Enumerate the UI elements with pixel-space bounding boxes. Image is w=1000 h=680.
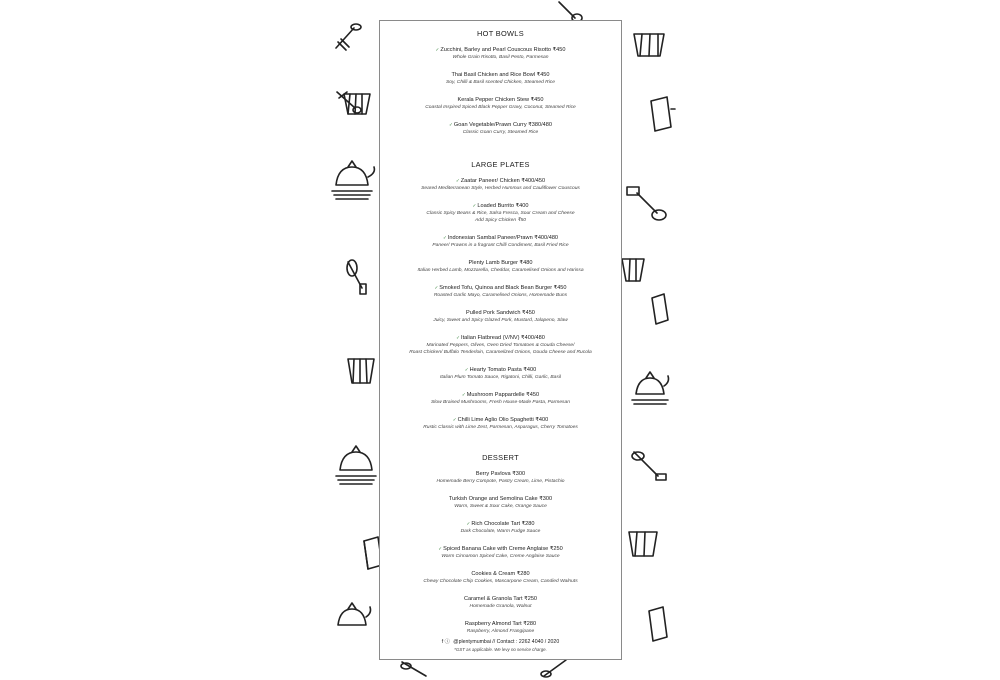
item-name: Italian Flatbread (V/NV) bbox=[461, 335, 520, 341]
jug-icon bbox=[645, 95, 675, 135]
item-description-cont: Roast Chicken/ Buffalo Tenderloin, Caramelized Onions, Gouda Cheese and Rucola bbox=[409, 350, 592, 355]
veg-mark-icon: ✓ bbox=[466, 521, 471, 526]
menu-item bbox=[380, 391, 621, 406]
whisk-icon bbox=[332, 22, 364, 52]
whisk-icon bbox=[400, 660, 430, 680]
item-price: ₹380/480 bbox=[528, 122, 552, 128]
section-large-plates bbox=[380, 160, 621, 431]
section-hot-bowls bbox=[380, 29, 621, 136]
item-addon: Add Spicy Chicken ₹50 bbox=[475, 218, 526, 223]
menu-item bbox=[380, 595, 621, 610]
item-description: Rustic Classic with Lime Zest, Parmesan, Asparagus, Cherry Tomatoes bbox=[423, 425, 578, 430]
item-price: ₹400 bbox=[535, 417, 549, 423]
teapot-icon bbox=[332, 595, 372, 635]
menu-item bbox=[380, 71, 621, 86]
menu-item bbox=[380, 284, 621, 299]
item-price: ₹400/480 bbox=[521, 335, 545, 341]
item-name: Pulled Pork Sandwich bbox=[466, 310, 521, 316]
item-description: Italian Herbed Lamb, Mozzarella, Cheddar, Caramelised Onions and Harissa bbox=[417, 268, 584, 273]
item-description: Slow Braised Mushrooms, Fresh House-Made Pasta, Parmesan bbox=[431, 400, 570, 405]
veg-mark-icon: ✓ bbox=[434, 285, 439, 290]
item-price: ₹280 bbox=[521, 521, 535, 527]
section-dessert bbox=[380, 453, 621, 635]
menu-item bbox=[380, 470, 621, 485]
item-description: Warm, Sweet & Sour Cake, Orange Sauce bbox=[454, 504, 547, 509]
section-title: DESSERT bbox=[482, 453, 519, 462]
item-name: Kerala Pepper Chicken Stew bbox=[457, 97, 530, 103]
item-description: Soy, Chilli & Basil scented Chicken, Steamed Rice bbox=[446, 80, 555, 85]
item-description: Dark Chocolate, Warm Fudge Sauce bbox=[460, 529, 541, 534]
item-description: Raspberry, Almond Frangipane bbox=[466, 629, 535, 634]
item-description: Classic Spicy Beans & Rice, Salsa Fresca, Sour Cream and Cheese bbox=[426, 211, 575, 216]
veg-mark-icon: ✓ bbox=[456, 335, 461, 340]
item-price: ₹400 bbox=[515, 203, 529, 209]
item-name: Zaatar Paneer/ Chicken bbox=[460, 178, 520, 184]
item-price: ₹450 bbox=[530, 97, 544, 103]
item-description: Paneer/ Prawns in a fragrant Chilli Condiment, Basil Fried Rice bbox=[432, 243, 569, 248]
menu-footer bbox=[380, 638, 621, 653]
whisk-icon bbox=[625, 185, 667, 225]
item-description: Marinated Peppers, Olives, Oven Dried Tomatoes & Gouda Cheese/ bbox=[426, 343, 575, 348]
menu-item bbox=[380, 570, 621, 585]
item-name: Goan Vegetable/Prawn Curry bbox=[453, 122, 527, 128]
cup-stack-icon bbox=[630, 30, 670, 60]
item-price: ₹480 bbox=[519, 260, 533, 266]
item-name: Caramel & Granola Tart bbox=[463, 596, 523, 602]
veg-mark-icon: ✓ bbox=[442, 235, 447, 240]
menu-item bbox=[380, 416, 621, 431]
menu-item bbox=[380, 309, 621, 324]
veg-mark-icon: ✓ bbox=[461, 392, 466, 397]
cup-stack-icon bbox=[625, 528, 663, 560]
menu-item bbox=[380, 46, 621, 61]
item-name: Chilli Lime Aglio Olio Spaghetti bbox=[457, 417, 534, 423]
menu-item bbox=[380, 495, 621, 510]
menu-item bbox=[380, 520, 621, 535]
item-price: ₹450 bbox=[526, 392, 540, 398]
item-name: Loaded Burrito bbox=[477, 203, 515, 209]
menu-item bbox=[380, 202, 621, 224]
item-price: ₹450 bbox=[536, 72, 550, 78]
item-price: ₹400 bbox=[523, 367, 537, 373]
tax-note: *GST as applicable. We levy no service charge. bbox=[454, 647, 547, 652]
item-price: ₹450 bbox=[553, 285, 567, 291]
item-description: Roasted Garlic Mayo, Caramelised Onions, Homemade Buns bbox=[433, 293, 568, 298]
item-name: Smoked Tofu, Quinoa and Black Bean Burger bbox=[439, 285, 553, 291]
item-name: Hearty Tomato Pasta bbox=[469, 367, 522, 373]
menu-item bbox=[380, 334, 621, 356]
item-price: ₹280 bbox=[516, 571, 530, 577]
veg-mark-icon: ✓ bbox=[464, 367, 469, 372]
item-name: Thai Basil Chicken and Rice Bowl bbox=[451, 72, 536, 78]
item-description: Chewy Chocolate Chip Cookies, Mascarpone Cream, Candied Walnuts bbox=[423, 579, 578, 584]
item-price: ₹400/450 bbox=[521, 178, 546, 184]
section-title: HOT BOWLS bbox=[477, 29, 524, 38]
menu-item bbox=[380, 177, 621, 192]
item-price: ₹300 bbox=[512, 471, 526, 477]
whisk-icon bbox=[344, 258, 374, 298]
item-description: Warm Cinnamon Spiced Cake, Creme Anglaise Sauce bbox=[441, 554, 560, 559]
item-price: ₹300 bbox=[539, 496, 553, 502]
menu-item bbox=[380, 259, 621, 274]
item-name: Zucchini, Barley and Pearl Couscous Risotto bbox=[440, 47, 552, 53]
menu-card bbox=[379, 20, 622, 660]
contact-info: @plentymumbai // Contact : 2262 4040 / 2020 bbox=[453, 639, 560, 645]
section-title: LARGE PLATES bbox=[471, 160, 530, 169]
menu-item bbox=[380, 96, 621, 111]
item-name: Spiced Banana Cake with Creme Anglaise bbox=[443, 546, 549, 552]
item-description: Homemade Berry Compote, Pastry Cream, Lime, Pistachio bbox=[436, 479, 565, 484]
item-description: Juicy, Sweet and Spicy Glazed Pork, Mustard, Jalapeno, Slaw bbox=[433, 318, 568, 323]
teapot-icon bbox=[628, 368, 672, 412]
item-description: Homemade Granola, Walnut bbox=[469, 604, 532, 609]
menu-item bbox=[380, 545, 621, 560]
item-description: Classic Goan Curry, Steamed Rice bbox=[462, 130, 539, 135]
veg-mark-icon: ✓ bbox=[435, 47, 440, 52]
item-name: Indonesian Sambal Paneer/Prawn bbox=[447, 235, 533, 241]
cup-stack-icon bbox=[344, 355, 380, 389]
item-price: ₹280 bbox=[523, 621, 537, 627]
item-price: ₹250 bbox=[549, 546, 563, 552]
menu-item bbox=[380, 620, 621, 635]
item-price: ₹450 bbox=[552, 47, 566, 53]
teapot-icon bbox=[332, 440, 378, 490]
menu-item bbox=[380, 366, 621, 381]
item-name: Berry Pavlova bbox=[475, 471, 511, 477]
item-price: ₹250 bbox=[524, 596, 538, 602]
item-name: Cookies & Cream bbox=[471, 571, 516, 577]
item-description: Italian Plum Tomato Sauce, Rigatoni, Chilli, Garlic, Basil bbox=[439, 375, 562, 380]
veg-mark-icon: ✓ bbox=[449, 122, 453, 127]
veg-mark-icon: ✓ bbox=[472, 203, 477, 208]
cup-stack-icon bbox=[620, 255, 650, 285]
social-icons[interactable]: f ⓘ bbox=[441, 639, 450, 645]
whisk-icon bbox=[555, 0, 585, 22]
veg-mark-icon: ✓ bbox=[455, 178, 460, 183]
item-description: Seared Mediterranean Style, Herbed Hummus and Cauliflower Couscous bbox=[421, 186, 580, 191]
item-name: Raspberry Almond Tart bbox=[464, 621, 522, 627]
teapot-icon bbox=[328, 155, 376, 203]
item-price: ₹400/480 bbox=[534, 235, 559, 241]
item-price: ₹450 bbox=[522, 310, 535, 316]
item-description: Whole Grain Risotto, Basil Pesto, Parmesan bbox=[452, 55, 549, 60]
jug-icon bbox=[645, 605, 671, 645]
cup-stack-icon bbox=[340, 90, 380, 120]
whisk-icon bbox=[630, 448, 670, 484]
item-name: Rich Chocolate Tart bbox=[471, 521, 521, 527]
whisk-icon bbox=[540, 658, 572, 678]
item-name: Turkish Orange and Semolina Cake bbox=[448, 496, 538, 502]
veg-mark-icon: ✓ bbox=[438, 546, 443, 551]
menu-item bbox=[380, 121, 621, 136]
jug-icon bbox=[648, 292, 672, 326]
menu-item bbox=[380, 234, 621, 249]
item-name: Plenty Lamb Burger bbox=[468, 260, 518, 266]
veg-mark-icon: ✓ bbox=[452, 417, 457, 422]
item-name: Mushroom Pappardelle bbox=[466, 392, 525, 398]
item-description: Coastal Inspired Spiced Black Pepper Gravy, Coconut, Steamed Rice bbox=[425, 105, 576, 110]
